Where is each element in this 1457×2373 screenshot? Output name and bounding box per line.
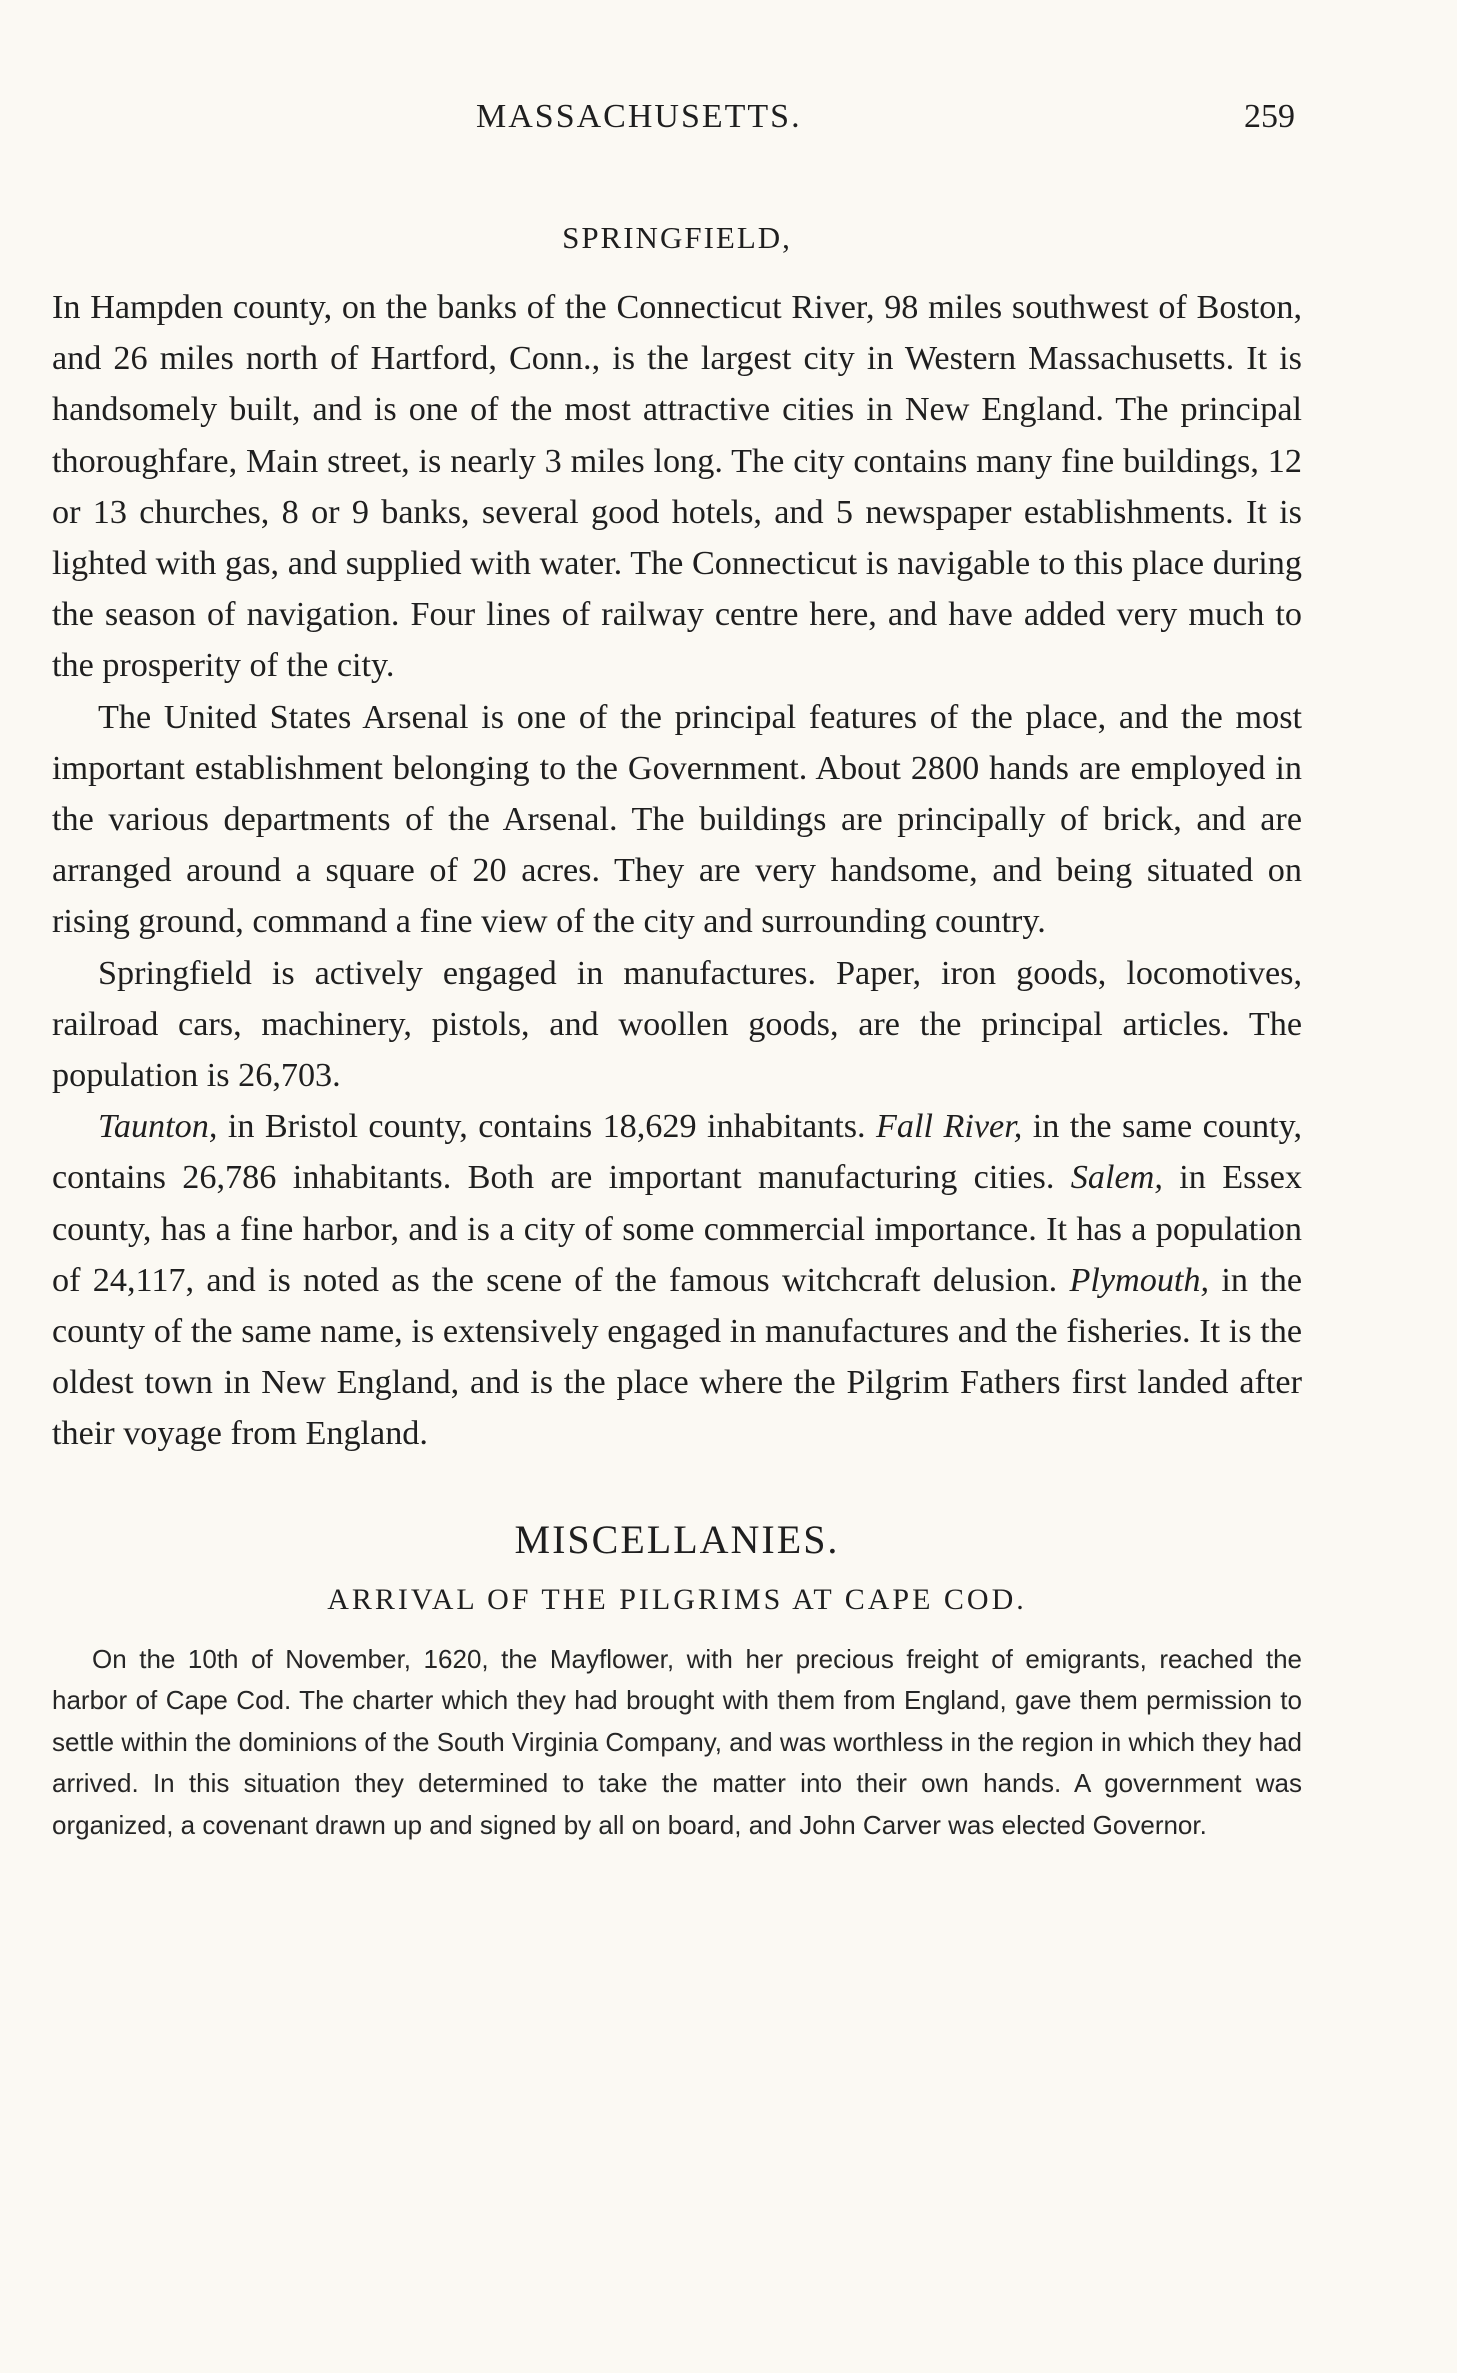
paragraph-springfield-intro: In Hampden county, on the banks of the Connecticut River, 98 miles southwest of Boston, and 26 miles north of Hartford, Conn., is the largest city in Western Massachusetts. It is handsomely built, and is one of the most attractive cities in New England. The principal thoroughfare, Main street, is nearly 3 miles long. The city contains many fine buildings, 12 or 13 churches, 8 or 9 banks, several good hotels, and 5 newspaper establishments. It is lighted with gas, and supplied with water. The Connecticut is navigable to this place during the season of navigation. Four lines of railway centre here, and have added very much to the prosperity of the city. bbox=[52, 289, 1302, 685]
paragraph-pilgrims: On the 10th of November, 1620, the Mayflower, with her precious freight of emigrants, reached the harbor of Cape Cod. The charter which they had brought with them from England, gave them permission to settle within the dominions of the South Virginia Company, and was worthless in the region in which they had arrived. In this situation they determined to take the matter into their own hands. A government was organized, a covenant drawn up and signed by all on board, and John Carver was elected Governor. bbox=[52, 1643, 1302, 1841]
paragraph-manufactures: Springfield is actively engaged in manufactures. Paper, iron goods, locomotives, railroad cars, machinery, pistols, and woollen goods, are the principal articles. The population is 26,703. bbox=[52, 954, 1302, 1095]
town-name-taunton: Taunton, bbox=[98, 1108, 218, 1146]
fall-river-text: in the same county, contains 26,786 inhabitants. Both are important manufacturing cities. bbox=[52, 1108, 1303, 1197]
subsection-title-pilgrims: ARRIVAL OF THE PILGRIMS AT CAPE COD. bbox=[327, 1582, 1027, 1616]
town-name-fall-river: Fall River, bbox=[876, 1108, 1023, 1146]
section-title-miscellanies: MISCELLANIES. bbox=[514, 1516, 840, 1562]
page-number: 259 bbox=[1244, 98, 1295, 135]
salem-text: in Essex county, has a fine harbor, and is a city of some commercial importance. It has a population of 24,117, and is noted as the scene of the famous witchcraft delusion. bbox=[52, 1159, 1302, 1299]
page-content bbox=[52, 220, 1302, 1847]
town-name-salem: Salem, bbox=[1070, 1159, 1163, 1197]
taunton-text: in Bristol county, contains 18,629 inhabitants. bbox=[217, 1108, 877, 1146]
running-title: MASSACHUSETTS. bbox=[476, 98, 802, 135]
paragraph-arsenal: The United States Arsenal is one of the principal features of the place, and the most important establishment belonging to the Government. About 2800 hands are employed in the various departments of the Arsenal. The buildings are principally of brick, and are arranged around a square of 20 acres. They are very handsome, and being situated on rising ground, command a fine view of the city and surrounding country. bbox=[52, 698, 1302, 941]
town-name-plymouth: Plymouth, bbox=[1069, 1261, 1210, 1299]
section-title-springfield: SPRINGFIELD, bbox=[562, 220, 792, 255]
plymouth-text: in the county of the same name, is extensively engaged in manufactures and the fisheries. It is the oldest town in New England, and is the place where the Pilgrim Fathers first landed after their voyage from England. bbox=[52, 1261, 1302, 1453]
running-head bbox=[0, 98, 1457, 158]
paragraph-other-towns bbox=[52, 1101, 1302, 1459]
